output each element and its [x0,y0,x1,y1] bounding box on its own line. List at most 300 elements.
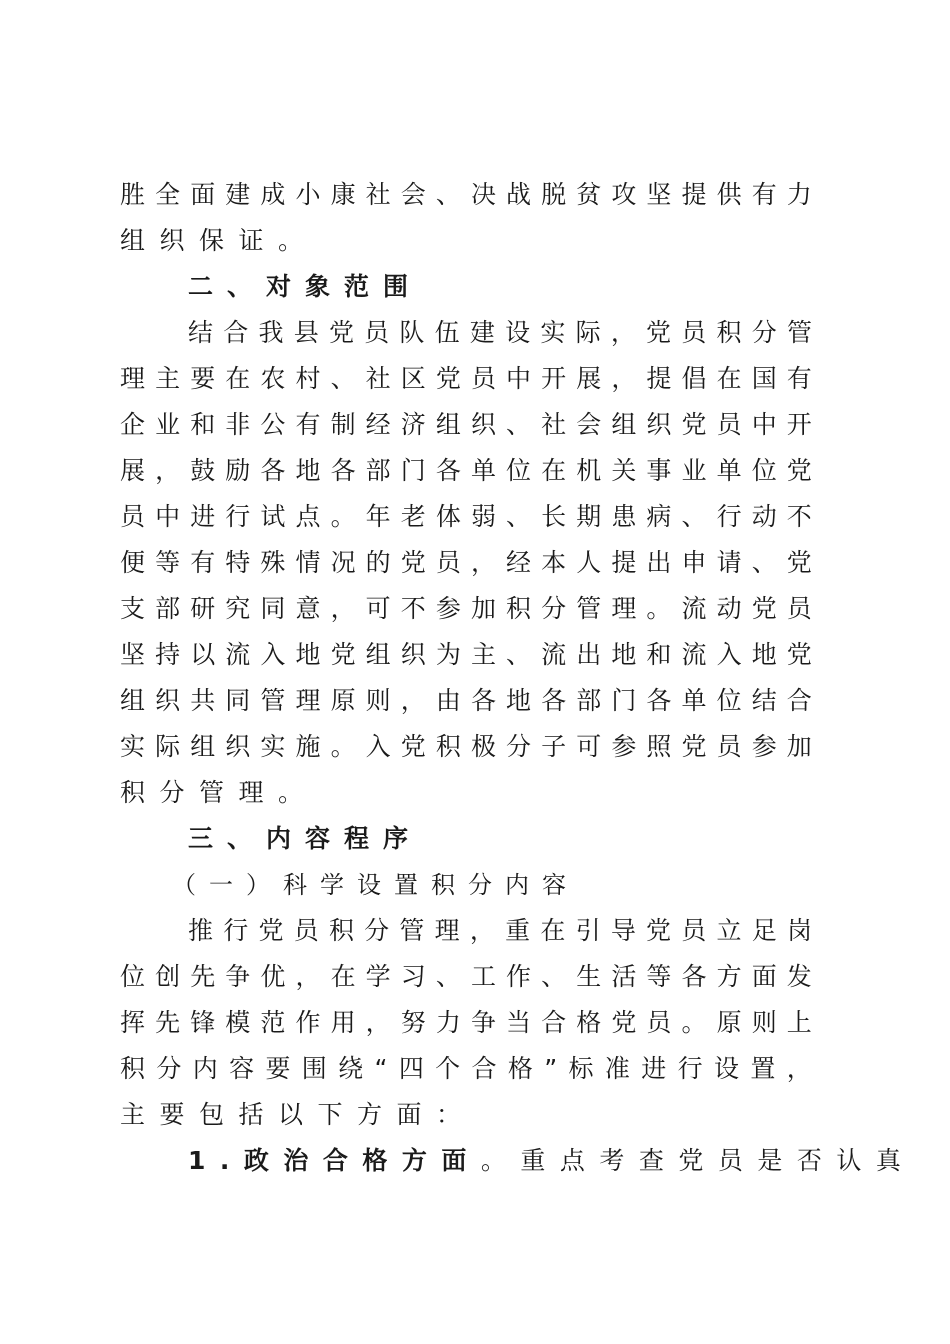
glyph: 理 [434,916,460,945]
glyph: 中 [751,410,777,439]
glyph: 、 [541,962,567,991]
glyph: 标 [568,1054,594,1083]
glyph: 作 [295,1008,321,1037]
glyph: 准 [604,1054,630,1083]
glyph: 等 [646,962,672,991]
glyph: 不 [400,594,426,623]
glyph: 。 [330,732,356,761]
text-line [120,586,812,632]
glyph: 个 [435,1054,461,1083]
glyph: 各 [470,686,496,715]
glyph: 国 [751,364,777,393]
glyph: 单 [716,456,742,485]
glyph: 研 [190,594,216,623]
glyph: 单 [470,456,496,485]
text-line [120,1000,812,1046]
glyph: 推 [188,916,214,945]
glyph: 队 [399,318,425,347]
glyph: 中 [155,502,181,531]
glyph: 贫 [576,180,602,209]
glyph: 争 [225,962,251,991]
glyph: 有 [751,180,777,209]
text-line [120,954,812,1000]
glyph: 经 [365,410,391,439]
glyph: 则 [751,1008,777,1037]
glyph: 流 [681,594,707,623]
glyph: 。 [330,502,356,531]
item-text: 。重点考查党员是否认真 [480,1146,916,1175]
glyph: 则 [365,686,391,715]
glyph: 各 [646,686,672,715]
glyph: 织 [155,686,181,715]
glyph: 格 [576,1008,602,1037]
glyph: 工 [470,962,496,991]
glyph: 非 [225,410,251,439]
glyph: 入 [365,732,391,761]
glyph: 地 [611,640,637,669]
glyph: 、 [435,962,461,991]
glyph: 力 [435,1008,461,1037]
glyph: 有 [190,548,216,577]
glyph: 在 [225,364,251,393]
glyph: 鼓 [190,456,216,485]
glyph: 我 [258,318,284,347]
glyph: 殊 [260,548,286,577]
glyph: 有 [295,410,321,439]
glyph: ， [365,1008,391,1037]
glyph: 和 [646,640,672,669]
glyph: 织 [646,410,672,439]
glyph: 际 [575,318,601,347]
glyph: 主 [470,640,496,669]
glyph: 积 [506,594,532,623]
glyph: 置 [750,1054,776,1083]
glyph: 各 [330,456,356,485]
glyph: 模 [225,1008,251,1037]
glyph: 行 [223,916,249,945]
glyph: 持 [155,640,181,669]
glyph: 党 [786,548,812,577]
glyph: 、 [506,640,532,669]
glyph: 行 [225,502,251,531]
glyph: 展 [576,364,602,393]
glyph: 会 [400,180,426,209]
glyph: 织 [470,410,496,439]
glyph: 动 [751,502,777,531]
glyph: 地 [506,686,532,715]
glyph: 党 [330,640,356,669]
glyph: 导 [610,916,636,945]
glyph: 组 [611,410,637,439]
glyph: ， [469,916,495,945]
glyph: 伍 [434,318,460,347]
glyph: 老 [400,502,426,531]
glyph: 管 [260,686,286,715]
glyph: 织 [225,732,251,761]
glyph: 励 [225,456,251,485]
glyph: 有 [786,364,812,393]
glyph: ， [330,594,356,623]
glyph: 原 [716,1008,742,1037]
glyph: 、 [506,502,532,531]
glyph: 进 [641,1054,667,1083]
glyph: 分 [156,1054,182,1083]
text-line [120,356,812,402]
glyph: “ [374,1054,388,1083]
glyph: 优 [260,962,286,991]
glyph: 提 [646,364,672,393]
glyph: ， [470,548,496,577]
glyph: 员 [681,916,707,945]
glyph: 部 [365,456,391,485]
glyph: 努 [400,1008,426,1037]
glyph: 长 [541,502,567,531]
glyph: 门 [611,686,637,715]
glyph: 社 [541,410,567,439]
glyph: 位 [506,456,532,485]
glyph: 党 [328,318,354,347]
glyph: 四 [398,1054,424,1083]
glyph: 入 [716,640,742,669]
glyph: 机 [576,456,602,485]
glyph: 员 [470,364,496,393]
glyph: 情 [295,548,321,577]
glyph: 挥 [120,1008,146,1037]
glyph: 活 [611,962,637,991]
glyph: 地 [751,640,777,669]
glyph: 。 [681,1008,707,1037]
subsection-heading: （一）科学设置积分内容 [172,871,579,899]
glyph: 岗 [786,916,812,945]
glyph: 试 [260,502,286,531]
glyph: ， [610,318,636,347]
glyph: 学 [365,962,391,991]
glyph: 制 [330,410,356,439]
glyph: 织 [400,640,426,669]
glyph: 病 [646,502,672,531]
glyph: 体 [435,502,461,531]
glyph: 区 [400,364,426,393]
glyph: 公 [260,410,286,439]
glyph: 立 [716,916,742,945]
glyph: 单 [681,686,707,715]
glyph: 、 [751,548,777,577]
glyph: 方 [716,962,742,991]
text-line [120,494,812,540]
glyph: 党 [646,318,672,347]
glyph: 理 [295,686,321,715]
glyph: 党 [611,1008,637,1037]
glyph: 合 [541,1008,567,1037]
glyph: 建 [469,318,495,347]
glyph: 农 [260,364,286,393]
glyph: ， [786,1054,812,1083]
glyph: 流 [541,640,567,669]
glyph: 上 [786,1008,812,1037]
glyph: 在 [716,364,742,393]
glyph: 党 [646,916,672,945]
glyph: 以 [190,640,216,669]
glyph: 各 [435,456,461,485]
text-line [120,540,812,586]
glyph: 在 [541,456,567,485]
glyph: 部 [576,686,602,715]
glyph: 参 [435,594,461,623]
glyph: 建 [225,180,251,209]
glyph: 党 [400,548,426,577]
glyph: 全 [155,180,181,209]
glyph: 加 [786,732,812,761]
glyph: 面 [751,962,777,991]
glyph: 位 [751,456,777,485]
glyph: 特 [225,548,251,577]
glyph: 积 [328,916,354,945]
glyph: 合 [786,686,812,715]
glyph: 出 [646,548,672,577]
text-line [120,310,812,356]
text-line [120,632,812,678]
glyph: 事 [646,456,672,485]
text-line [120,724,812,770]
glyph: 习 [400,962,426,991]
text-line [120,402,812,448]
glyph: 员 [716,732,742,761]
glyph: 员 [681,318,707,347]
glyph: 党 [681,410,707,439]
glyph: 组 [365,640,391,669]
glyph: 究 [225,594,251,623]
glyph: 党 [258,916,284,945]
glyph: 提 [611,548,637,577]
glyph: 员 [646,1008,672,1037]
glyph: 格 [507,1054,533,1083]
glyph: 入 [260,640,286,669]
glyph: 坚 [120,640,146,669]
glyph: 员 [786,594,812,623]
section-heading-scope: 二、对象范围 [188,272,423,301]
glyph: 攻 [611,180,637,209]
glyph: 成 [260,180,286,209]
glyph: 分 [364,916,390,945]
glyph: 实 [540,318,566,347]
glyph: 康 [330,180,356,209]
glyph: 设 [713,1054,739,1083]
text-line [120,678,812,724]
glyph: 、 [435,180,461,209]
glyph: 行 [716,502,742,531]
glyph: 的 [365,548,391,577]
glyph: 等 [155,548,181,577]
glyph: 患 [611,502,637,531]
glyph: 供 [716,180,742,209]
glyph: 位 [120,962,146,991]
glyph: 在 [540,916,566,945]
glyph: 由 [435,686,461,715]
glyph: 内 [192,1054,218,1083]
glyph: 分 [541,594,567,623]
glyph: 请 [716,548,742,577]
glyph: 绕 [338,1054,364,1083]
glyph: 党 [681,732,707,761]
glyph: 脱 [541,180,567,209]
text-line: 组织保证。 [120,226,318,255]
glyph: 小 [295,180,321,209]
glyph: 济 [400,410,426,439]
glyph: 意 [295,594,321,623]
glyph: 门 [400,456,426,485]
glyph: 党 [786,640,812,669]
glyph: 主 [155,364,181,393]
glyph: ， [400,686,426,715]
glyph: 部 [155,594,181,623]
glyph: 施 [295,732,321,761]
glyph: 便 [120,548,146,577]
glyph: 期 [576,502,602,531]
glyph: 社 [365,180,391,209]
glyph: 生 [576,962,602,991]
section-heading-content: 三、内容程序 [188,824,423,853]
glyph: 员 [716,410,742,439]
text-line [120,1046,812,1092]
glyph: 会 [576,410,602,439]
glyph: 中 [506,364,532,393]
glyph: 照 [646,732,672,761]
glyph: 理 [611,594,637,623]
glyph: 分 [506,732,532,761]
glyph: 组 [190,732,216,761]
glyph: 要 [265,1054,291,1083]
glyph: 位 [716,686,742,715]
glyph: 合 [223,318,249,347]
glyph: 积 [120,1054,146,1083]
glyph: 组 [435,410,461,439]
glyph: 展 [120,456,146,485]
glyph: 业 [681,456,707,485]
glyph: 和 [190,410,216,439]
glyph: ” [544,1054,558,1083]
glyph: 管 [576,594,602,623]
glyph: 实 [260,732,286,761]
item-label: 1.政治合格方面 [188,1146,481,1175]
glyph: 实 [120,732,146,761]
glyph: 坚 [646,180,672,209]
glyph: 作 [506,962,532,991]
glyph: 不 [786,502,812,531]
glyph: 创 [155,962,181,991]
glyph: 先 [155,1008,181,1037]
glyph: 地 [295,640,321,669]
glyph: 倡 [681,364,707,393]
glyph: 用 [330,1008,356,1037]
glyph: 、 [506,410,532,439]
glyph: 积 [435,732,461,761]
glyph: 参 [751,732,777,761]
glyph: ， [295,962,321,991]
glyph: 范 [260,1008,286,1037]
glyph: 业 [155,410,181,439]
glyph: 社 [365,364,391,393]
glyph: 年 [365,502,391,531]
glyph: 人 [576,548,602,577]
glyph: 极 [470,732,496,761]
document-body [120,172,916,1184]
glyph: ， [155,456,181,485]
glyph: 发 [786,962,812,991]
glyph: 际 [155,732,181,761]
glyph: 设 [505,318,531,347]
glyph: 员 [364,318,390,347]
glyph: 结 [751,686,777,715]
glyph: 重 [505,916,531,945]
glyph: 原 [330,686,356,715]
text-line [120,908,812,954]
glyph: 。 [646,594,672,623]
glyph: 围 [301,1054,327,1083]
glyph: 合 [471,1054,497,1083]
glyph: 流 [225,640,251,669]
glyph: 开 [786,410,812,439]
glyph: 在 [330,962,356,991]
glyph: 弱 [470,502,496,531]
glyph: 村 [295,364,321,393]
glyph: 为 [435,640,461,669]
glyph: 党 [751,594,777,623]
glyph: 子 [541,732,567,761]
glyph: 要 [190,364,216,393]
glyph: 地 [295,456,321,485]
glyph: 、 [681,502,707,531]
glyph: 结 [188,318,214,347]
glyph: 出 [576,640,602,669]
glyph: 申 [681,548,707,577]
glyph: 组 [120,686,146,715]
glyph: 理 [120,364,146,393]
glyph: 员 [293,916,319,945]
glyph: 共 [190,686,216,715]
text-line [120,448,812,494]
glyph: 各 [681,962,707,991]
text-line [120,172,812,218]
glyph: 锋 [190,1008,216,1037]
glyph: 先 [190,962,216,991]
glyph: 管 [786,318,812,347]
glyph: 企 [120,410,146,439]
glyph: 容 [229,1054,255,1083]
glyph: 战 [506,180,532,209]
glyph: 参 [611,732,637,761]
glyph: 可 [365,594,391,623]
glyph: ， [611,364,637,393]
glyph: 关 [611,456,637,485]
glyph: 党 [786,456,812,485]
text-line: 主要包括以下方面： [120,1100,476,1129]
glyph: 决 [470,180,496,209]
glyph: 党 [435,364,461,393]
glyph: 积 [716,318,742,347]
glyph: 、 [330,364,356,393]
glyph: 引 [575,916,601,945]
glyph: 况 [330,548,356,577]
text-line: 积分管理。 [120,778,318,807]
glyph: 当 [506,1008,532,1037]
glyph: 开 [541,364,567,393]
glyph: 经 [506,548,532,577]
glyph: 力 [786,180,812,209]
glyph: 管 [399,916,425,945]
glyph: 县 [293,318,319,347]
glyph: 员 [120,502,146,531]
glyph: 党 [400,732,426,761]
